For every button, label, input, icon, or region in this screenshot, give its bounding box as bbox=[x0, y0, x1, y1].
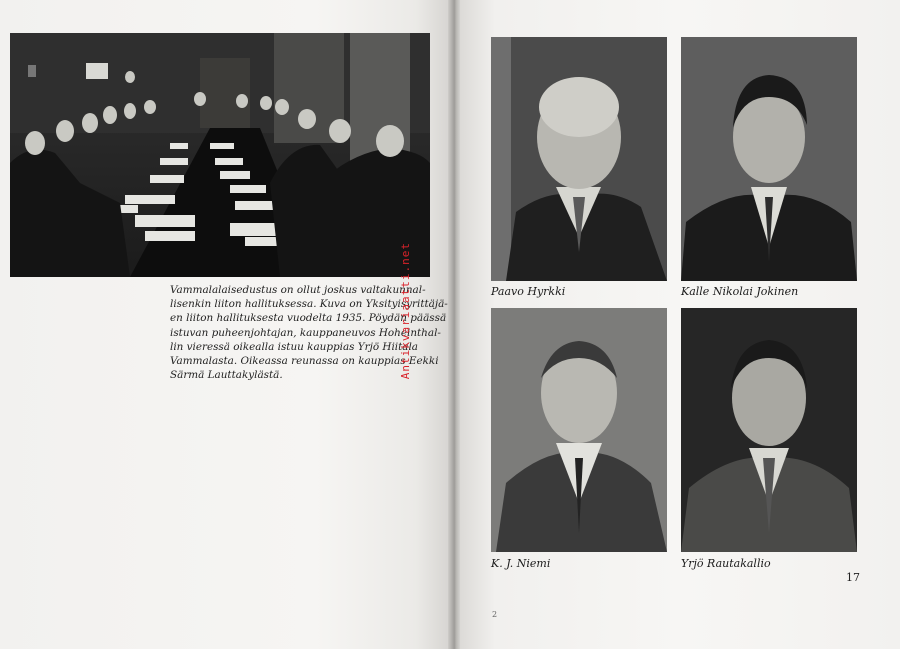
caption-line: lin vieressä oikealla istuu kauppias Yrjö Hiitala bbox=[170, 340, 418, 353]
caption-line: istuvan puheenjohtajan, kauppaneuvos Hoheinthal- bbox=[170, 326, 441, 339]
board-meeting-illustration bbox=[10, 33, 430, 277]
portrait-photo bbox=[681, 37, 857, 281]
portrait-photo bbox=[681, 308, 857, 552]
portrait-illustration bbox=[681, 308, 857, 552]
page-mark: 2 bbox=[492, 610, 498, 619]
portrait-illustration bbox=[491, 308, 667, 552]
portrait-name: Paavo Hyrkki bbox=[491, 285, 566, 298]
portrait-photo bbox=[491, 37, 667, 281]
portrait-name: K. J. Niemi bbox=[491, 557, 551, 570]
watermark: Antikvariaatti.net bbox=[399, 242, 412, 380]
caption-line: en liiton hallituksesta vuodelta 1935. Pöydän päässä bbox=[170, 312, 447, 325]
photo-caption bbox=[170, 283, 448, 382]
portrait-illustration bbox=[681, 37, 857, 281]
portrait-name: Kalle Nikolai Jokinen bbox=[681, 285, 799, 298]
page-number: 17 bbox=[846, 571, 860, 584]
portrait-name: Yrjö Rautakallio bbox=[681, 557, 771, 570]
portrait-photo bbox=[491, 308, 667, 552]
board-meeting-photo bbox=[10, 33, 430, 277]
caption-line: lisenkin liiton hallituksessa. Kuva on Yksityisyrittäjä- bbox=[170, 298, 448, 311]
caption-line: Vammalalaisedustus on ollut joskus valtakunnal- bbox=[170, 284, 426, 296]
portrait-illustration bbox=[491, 37, 667, 281]
caption-line: Vammalasta. Oikeassa reunassa on kauppias Eekki bbox=[170, 355, 439, 368]
caption-line: Särmä Lauttakylästä. bbox=[170, 369, 283, 382]
